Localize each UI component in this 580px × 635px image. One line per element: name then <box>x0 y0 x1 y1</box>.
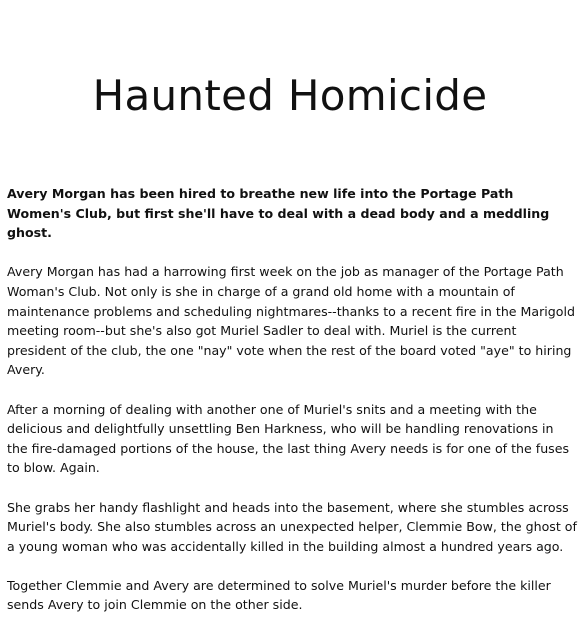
description-paragraph-3: She grabs her handy flashlight and heads into the basement, where she stumbles across Muriel's body. She also stumbles across an unexpected helper, Clemmie Bow, the ghost of a young woman who was accidentally killed in the building almost a hundred years ago. <box>7 499 577 554</box>
book-tagline: Avery Morgan has been hired to breathe new life into the Portage Path Women's Club, but first she'll have to deal with a dead body and a meddling ghost. <box>7 186 550 241</box>
description-paragraph-2: After a morning of dealing with another one of Muriel's snits and a meeting with the delicious and delightfully unsettling Ben Harkness, who will be handling renovations in the fire-damaged portions of the house, the last thing Avery needs is for one of the fuses to blow. Again. <box>7 401 570 476</box>
book-title: Haunted Homicide <box>92 71 488 120</box>
description-paragraph-4: Together Clemmie and Avery are determined to solve Muriel's murder before the killer sends Avery to join Clemmie on the other side. <box>7 577 551 613</box>
book-description <box>7 184 577 635</box>
description-paragraph-1: Avery Morgan has had a harrowing first week on the job as manager of the Portage Path Woman's Club. Not only is she in charge of a grand old home with a mountain of maintenance problems and scheduling nightmares--thanks to a recent fire in the Marigold meeting room--but she's also got Muriel Sadler to deal with. Muriel is the current president of the club, the one "nay" vote when the rest of the board voted "aye" to hiring Avery. <box>7 264 576 378</box>
